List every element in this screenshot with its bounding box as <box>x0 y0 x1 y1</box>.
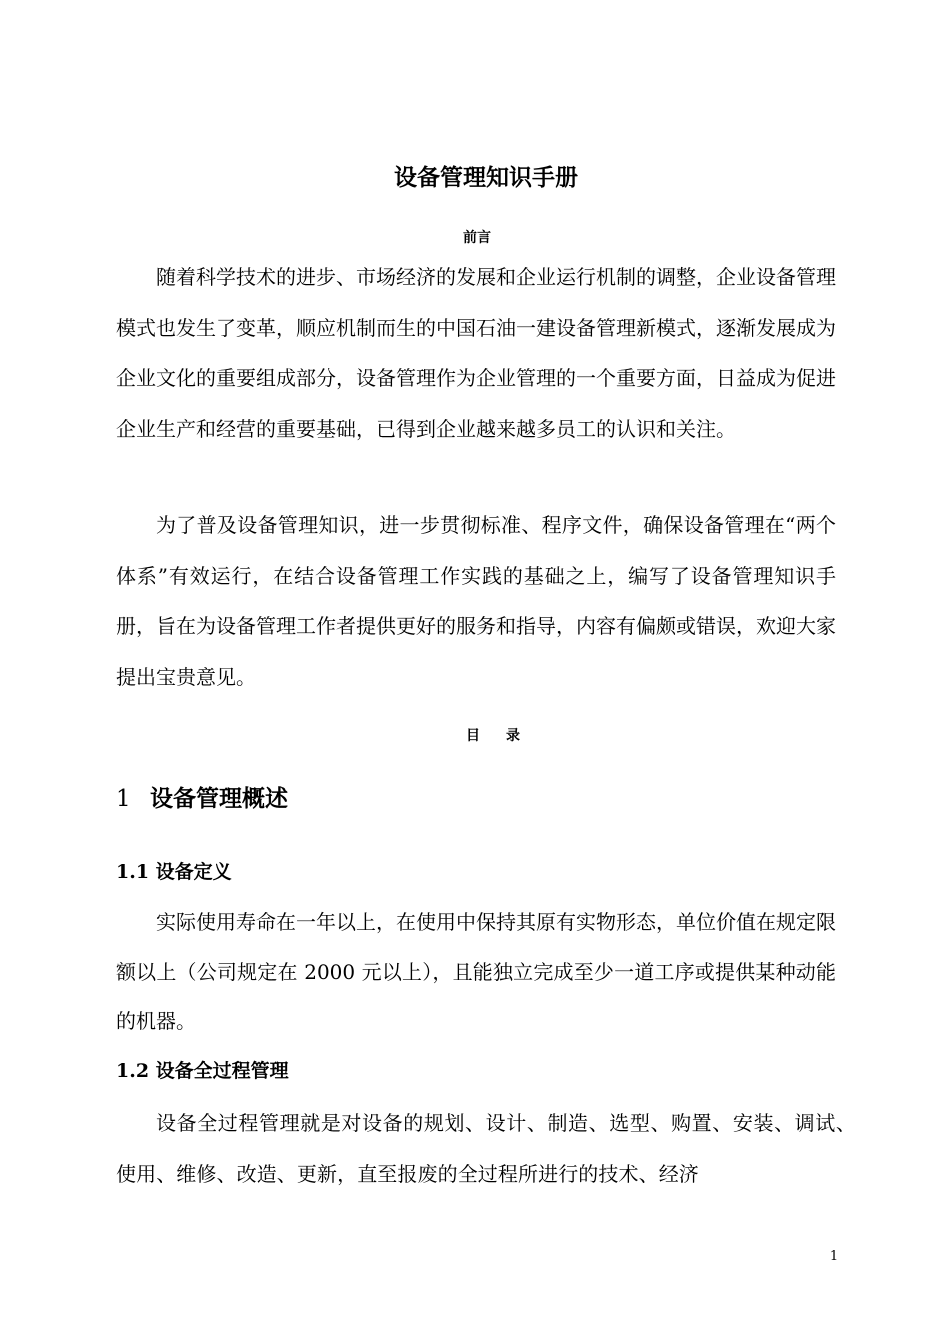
chapter-title: 设备管理概述 <box>150 785 288 812</box>
chapter-number: 1 <box>116 786 131 812</box>
section-1-1-paragraph: 实际使用寿命在一年以上，在使用中保持其原有实物形态，单位价值在规定限额以上（公司规定在 2000 元以上），且能独立完成至少一道工序或提供某种动能的机器。 <box>116 910 836 1033</box>
toc-heading-char-1: 目 <box>466 728 480 744</box>
page-number: 1 <box>829 1249 839 1264</box>
toc-heading-char-2: 录 <box>506 728 520 744</box>
section-1-2-paragraph: 设备全过程管理就是对设备的规划、设计、制造、选型、购置、安装、调试、使用、维修、改造、更新，直至报废的全过程所进行的技术、经济 <box>116 1111 856 1186</box>
foreword-heading: 前言 <box>463 230 491 246</box>
section-1-1-heading: 1.1 设备定义 <box>116 861 232 883</box>
foreword-paragraph-2: 为了普及设备管理知识，进一步贯彻标准、程序文件，确保设备管理在“两个体系”有效运行，在结合设备管理工作实践的基础之上，编写了设备管理知识手册，旨在为设备管理工作者提供更好的服务和指导，内容有偏颇或错误，欢迎大家提出宝贵意见。 <box>116 513 836 689</box>
foreword-paragraph-1: 随着科学技术的进步、市场经济的发展和企业运行机制的调整，企业设备管理模式也发生了变革，顺应机制而生的中国石油一建设备管理新模式，逐渐发展成为企业文化的重要组成部分，设备管理作为企业管理的一个重要方面，日益成为促进企业生产和经营的重要基础，已得到企业越来越多员工的认识和关注。 <box>116 265 836 441</box>
table-of-contents-heading <box>18 725 950 747</box>
document-title: 设备管理知识手册 <box>394 164 578 191</box>
chapter-1-heading <box>116 782 288 816</box>
section-1-2-heading: 1.2 设备全过程管理 <box>116 1060 289 1082</box>
